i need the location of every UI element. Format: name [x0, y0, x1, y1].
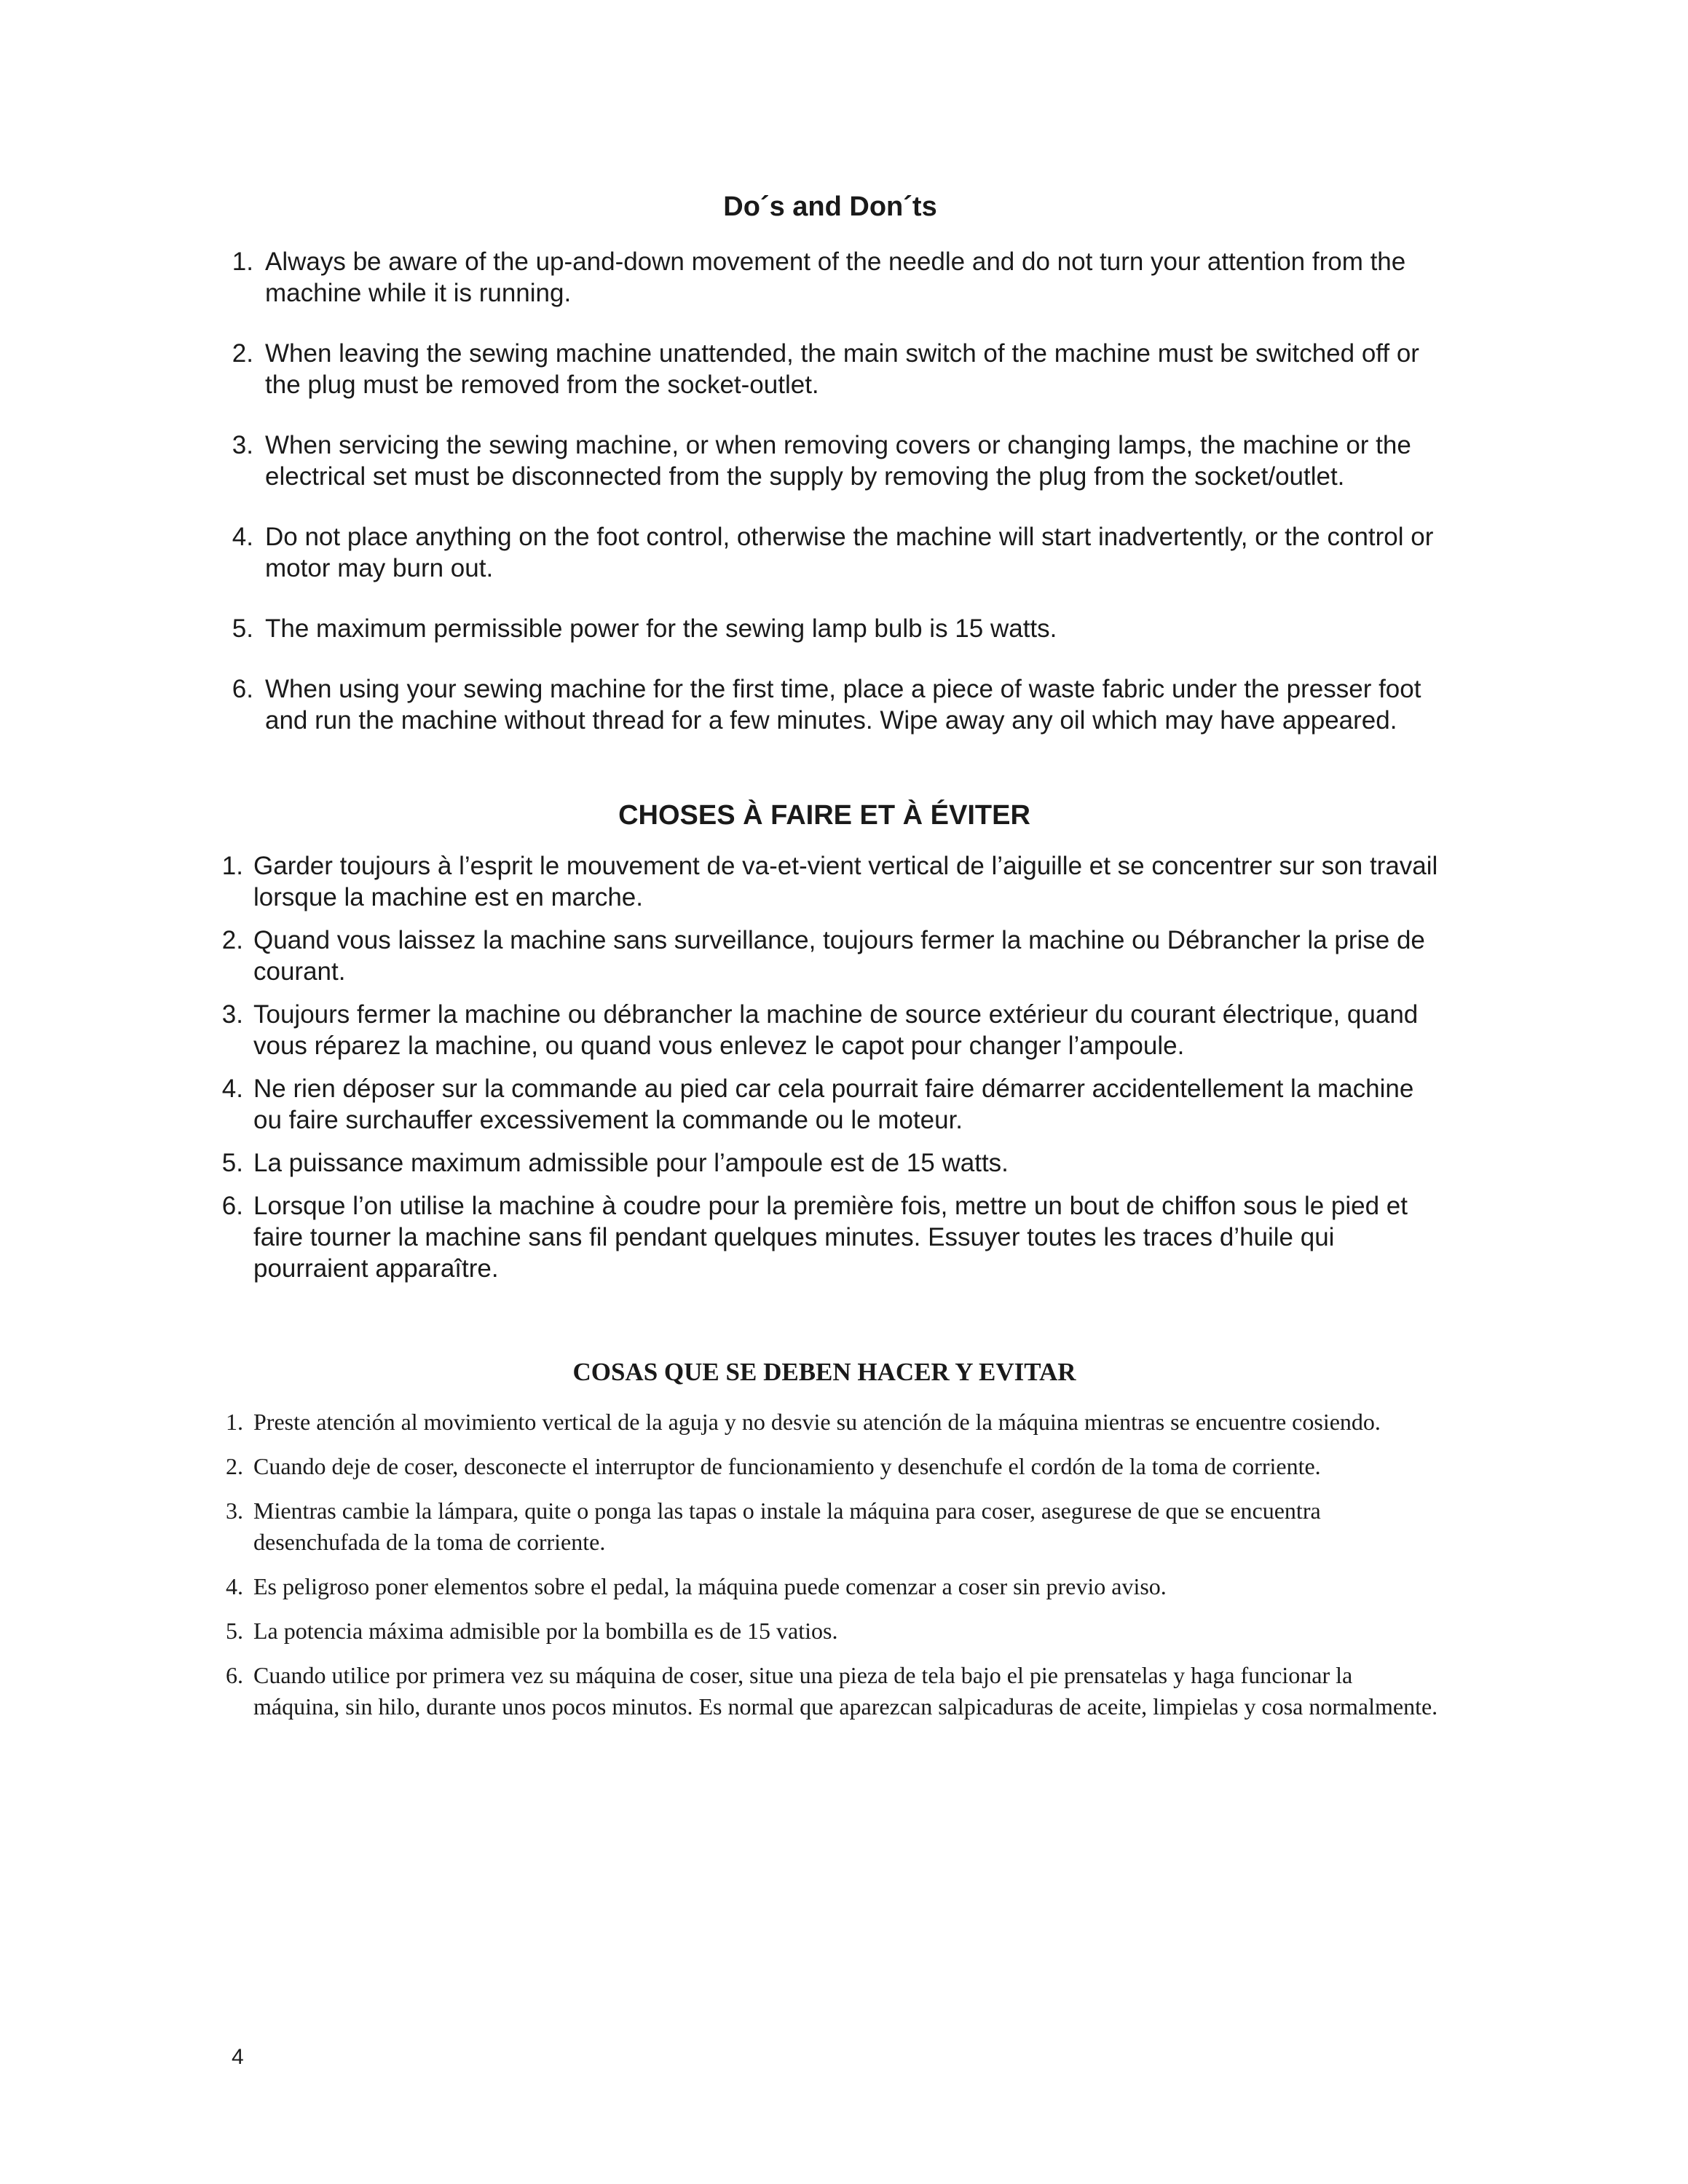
list-item — [205, 925, 1443, 987]
item-text: Quand vous laissez la machine sans surveillance, toujours fermer la machine ou Débrancher la prise de courant. — [253, 926, 1425, 986]
item-number: 4. — [226, 1573, 243, 1599]
list-item — [205, 999, 1443, 1061]
item-number: 5. — [226, 1618, 243, 1644]
item-text: Cuando deje de coser, desconecte el interruptor de funcionamiento y desenchufe el cordón de la toma de corriente. — [253, 1453, 1321, 1479]
list-item — [218, 338, 1442, 400]
list-item — [205, 1190, 1443, 1284]
item-text: Ne rien déposer sur la commande au pied car cela pourrait faire démarrer accidentellement la machine ou faire surchauffer excessivement la commande ou le moteur. — [253, 1075, 1414, 1134]
item-number: 3. — [232, 431, 253, 459]
list-item — [218, 613, 1442, 644]
item-number: 5. — [221, 1149, 243, 1177]
item-text: The maximum permissible power for the sewing lamp bulb is 15 watts. — [265, 614, 1057, 643]
item-number: 2. — [226, 1453, 243, 1479]
item-text: Cuando utilice por primera vez su máquina de coser, situe una pieza de tela bajo el pie prensatelas y haga funcionar la máquina, sin hilo, durante unos pocos minutos. Es normal que aparezcan salpicaduras de aceite, limpielas y cosa normalmente. — [253, 1662, 1438, 1720]
item-number: 6. — [221, 1192, 243, 1220]
item-number: 3. — [226, 1497, 243, 1524]
item-text: La potencia máxima admisible por la bombilla es de 15 vatios. — [253, 1618, 838, 1644]
english-list — [218, 246, 1442, 736]
item-text: Lorsque l’on utilise la machine à coudre pour la première fois, mettre un bout de chiffon sous le pied et faire tourner la machine sans fil pendant quelques minutes. Essuyer toutes les traces d’huile qui pourraient apparaître. — [253, 1192, 1408, 1283]
spanish-list — [205, 1406, 1443, 1722]
list-item — [205, 1495, 1443, 1558]
list-item — [205, 1147, 1443, 1179]
list-item — [218, 673, 1442, 736]
item-text: Preste atención al movimiento vertical de la aguja y no desvie su atención de la máquina mientras se encuentre cosiendo. — [253, 1409, 1381, 1435]
item-text: When leaving the sewing machine unattended, the main switch of the machine must be switched off or the plug must be removed from the socket-outlet. — [265, 339, 1419, 399]
item-text: Do not place anything on the foot control, otherwise the machine will start inadvertently, or the control or motor may burn out. — [265, 523, 1434, 582]
item-text: Toujours fermer la machine ou débrancher la machine de source extérieur du courant électrique, quand vous réparez la machine, ou quand vous enlevez le capot pour changer l’ampoule. — [253, 1000, 1419, 1060]
list-item — [205, 1406, 1443, 1438]
item-text: When using your sewing machine for the first time, place a piece of waste fabric under the presser foot and run the machine without thread for a few minutes. Wipe away any oil which may have appeared. — [265, 675, 1421, 735]
item-text: La puissance maximum admissible pour l’ampoule est de 15 watts. — [253, 1149, 1009, 1177]
list-item — [205, 850, 1443, 913]
list-item — [205, 1615, 1443, 1647]
french-title: CHOSES À FAIRE ET À ÉVITER — [618, 800, 1030, 831]
item-number: 5. — [232, 614, 253, 643]
french-list — [205, 850, 1443, 1284]
item-number: 4. — [232, 523, 253, 551]
item-number: 6. — [232, 675, 253, 703]
item-text: Mientras cambie la lámpara, quite o ponga las tapas o instale la máquina para coser, asegurese de que se encuentra desenchufada de la toma de corriente. — [253, 1497, 1321, 1555]
item-text: Garder toujours à l’esprit le mouvement de va-et-vient vertical de l’aiguille et se concentrer sur son travail lorsque la machine est en marche. — [253, 852, 1438, 911]
list-item — [205, 1660, 1443, 1722]
spanish-section — [205, 1356, 1443, 1736]
item-text: Always be aware of the up-and-down movement of the needle and do not turn your attention from the machine while it is running. — [265, 248, 1406, 307]
english-title: Do´s and Don´ts — [723, 191, 937, 222]
item-number: 6. — [226, 1662, 243, 1688]
item-number: 2. — [232, 339, 253, 368]
english-section — [218, 188, 1442, 765]
item-text: When servicing the sewing machine, or when removing covers or changing lamps, the machine or the electrical set must be disconnected from the supply by removing the plug from the socket/outlet. — [265, 431, 1411, 491]
item-number: 2. — [221, 926, 243, 954]
list-item — [205, 1571, 1443, 1602]
item-number: 1. — [221, 852, 243, 880]
list-item — [205, 1451, 1443, 1482]
item-number: 1. — [232, 248, 253, 276]
item-number: 1. — [226, 1409, 243, 1435]
page-number: 4 — [232, 2045, 244, 2069]
french-section — [205, 796, 1443, 1296]
list-item — [205, 1073, 1443, 1136]
list-item — [218, 246, 1442, 309]
spanish-title: COSAS QUE SE DEBEN HACER Y EVITAR — [572, 1358, 1076, 1386]
list-item — [218, 521, 1442, 584]
item-number: 4. — [221, 1075, 243, 1103]
list-item — [218, 430, 1442, 492]
item-text: Es peligroso poner elementos sobre el pedal, la máquina puede comenzar a coser sin previo aviso. — [253, 1573, 1167, 1599]
item-number: 3. — [221, 1000, 243, 1029]
